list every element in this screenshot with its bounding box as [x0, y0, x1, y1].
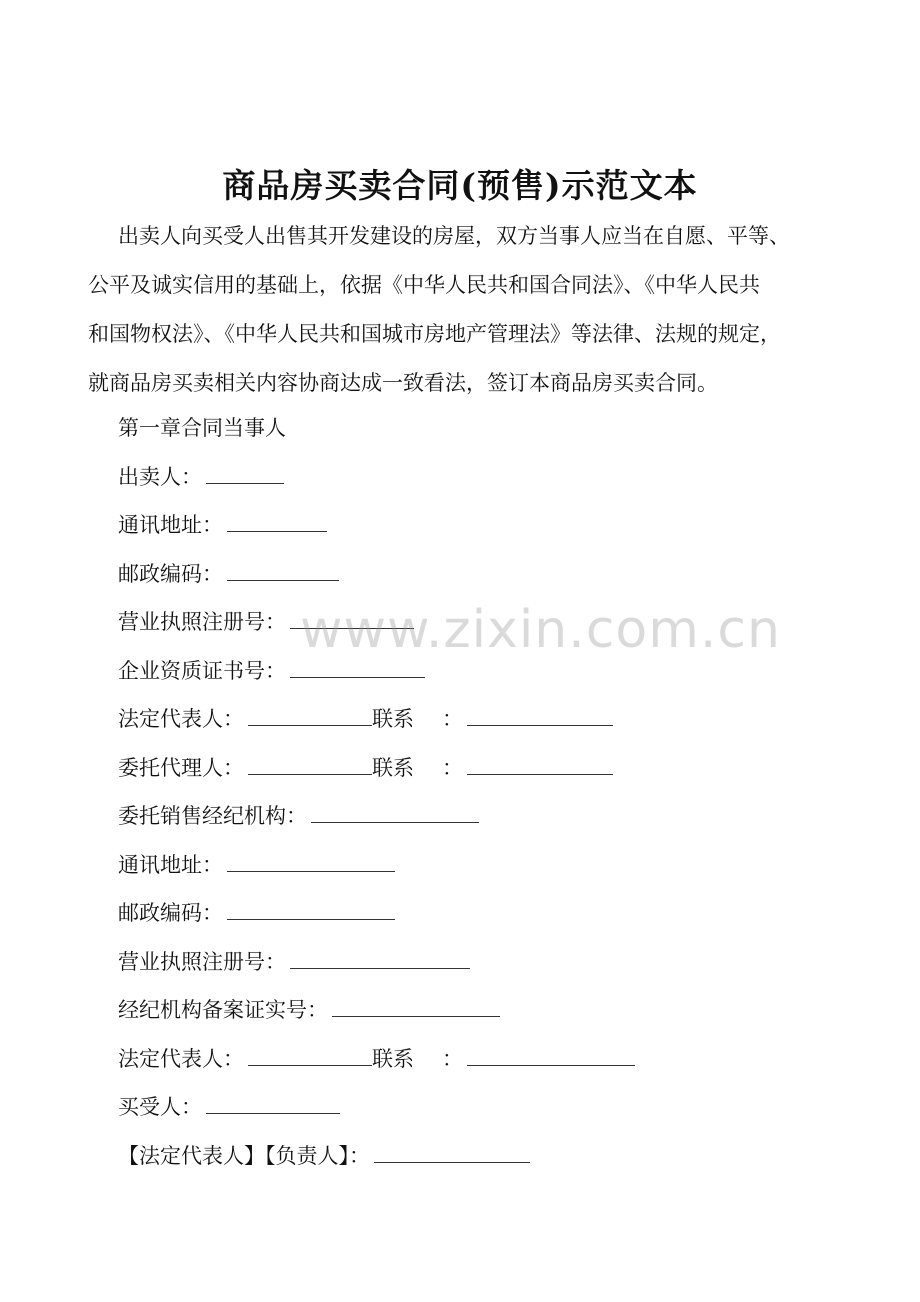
agency-record-row [118, 994, 500, 1024]
contact2-blank[interactable] [467, 756, 613, 775]
buyer-rep-label: 【法定代表人】【负责人】： [118, 1144, 370, 1168]
license2-blank[interactable] [290, 950, 470, 969]
buyer-rep-blank[interactable] [374, 1144, 530, 1163]
buyer-rep-row [118, 1140, 530, 1170]
seller-blank[interactable] [206, 465, 284, 484]
colon: ： [442, 756, 463, 780]
postcode1-label: 邮政编码： [118, 562, 223, 586]
postcode1-blank[interactable] [227, 562, 339, 581]
address2-label: 通讯地址： [118, 853, 223, 877]
qualification-blank[interactable] [290, 659, 425, 678]
address1-row [118, 509, 327, 539]
postcode2-row [118, 897, 395, 927]
qualification-label: 企业资质证书号： [118, 659, 286, 683]
license2-row [118, 946, 470, 976]
agency-record-label: 经纪机构备案证实号： [118, 998, 328, 1022]
intro-line: 就商品房买卖相关内容协商达成一致看法，签订本商品房买卖合同。 [88, 371, 718, 395]
address1-blank[interactable] [227, 513, 327, 532]
license1-label: 营业执照注册号： [118, 610, 286, 634]
buyer-row [118, 1091, 340, 1121]
watermark: www.zixin.com.cn [300, 600, 781, 660]
colon: ： [442, 1047, 463, 1071]
contact-label: 联系 [372, 707, 414, 731]
license2-label: 营业执照注册号： [118, 950, 286, 974]
legal-rep1-blank[interactable] [248, 707, 372, 726]
legal-rep2-blank[interactable] [248, 1047, 372, 1066]
colon: ： [442, 707, 463, 731]
address2-row [118, 849, 395, 879]
agency-record-blank[interactable] [332, 998, 500, 1017]
agency-label: 委托销售经纪机构： [118, 804, 307, 828]
agency-blank[interactable] [311, 804, 479, 823]
address1-label: 通讯地址： [118, 513, 223, 537]
intro-line: 出卖人向买受人出售其开发建设的房屋，双方当事人应当在自愿、平等、 [118, 224, 790, 248]
legal-rep1-row [118, 703, 613, 733]
postcode2-label: 邮政编码： [118, 901, 223, 925]
buyer-label: 买受人： [118, 1095, 202, 1119]
agent-row [118, 752, 613, 782]
intro-line: 公平及诚实信用的基础上，依据《中华人民共和国合同法》、《中华人民共 [88, 273, 760, 297]
agency-row [118, 800, 479, 830]
agent-label: 委托代理人： [118, 756, 244, 780]
buyer-blank[interactable] [206, 1095, 340, 1114]
postcode2-blank[interactable] [227, 901, 395, 920]
seller-label: 出卖人： [118, 465, 202, 489]
postcode1-row [118, 558, 339, 588]
seller-row [118, 461, 284, 491]
legal-rep2-row [118, 1043, 635, 1073]
address2-blank[interactable] [227, 853, 395, 872]
chapter-heading: 第一章合同当事人 [118, 416, 286, 440]
agent-blank[interactable] [248, 756, 372, 775]
document-title: 商品房买卖合同(预售)示范文本 [222, 166, 698, 205]
contact-label: 联系 [372, 756, 414, 780]
legal-rep2-label: 法定代表人： [118, 1047, 244, 1071]
contact-label: 联系 [372, 1047, 414, 1071]
intro-paragraph [88, 212, 846, 408]
contact3-blank[interactable] [467, 1047, 635, 1066]
legal-rep1-label: 法定代表人： [118, 707, 244, 731]
contact1-blank[interactable] [467, 707, 613, 726]
intro-line: 和国物权法》、《中华人民共和国城市房地产管理法》等法律、法规的规定， [88, 322, 781, 346]
